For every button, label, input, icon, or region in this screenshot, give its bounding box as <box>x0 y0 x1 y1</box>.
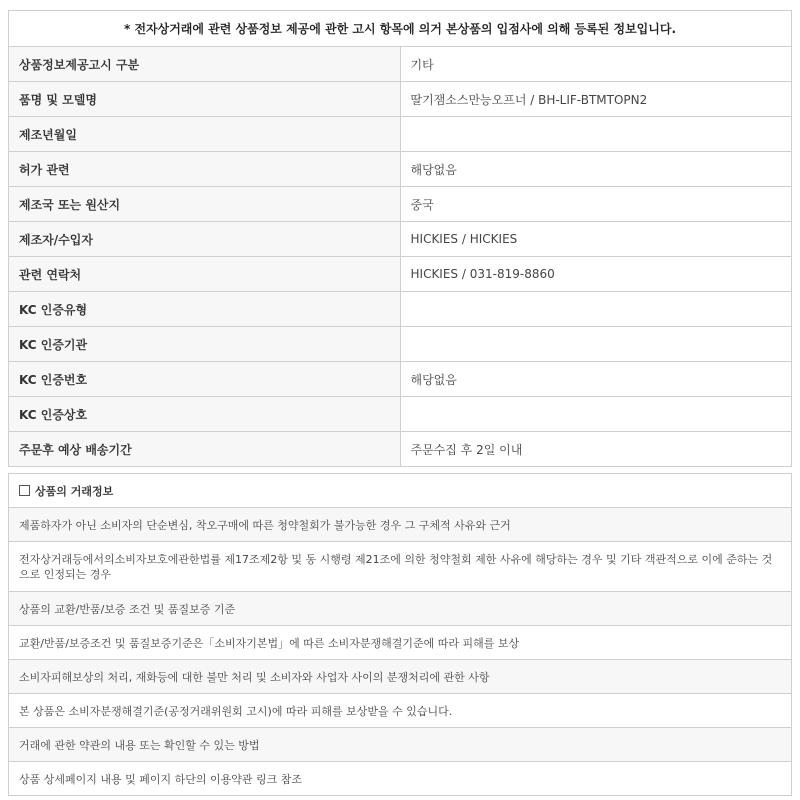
trade-question: 상품의 교환/반품/보증 조건 및 품질보증 기준 <box>9 592 792 626</box>
info-value: HICKIES / 031-819-8860 <box>400 257 792 292</box>
info-row <box>9 292 792 327</box>
trade-question-row <box>9 592 792 626</box>
info-row <box>9 117 792 152</box>
info-row <box>9 222 792 257</box>
info-key: 주문후 예상 배송기간 <box>9 432 401 467</box>
info-row <box>9 47 792 82</box>
info-key: 허가 관련 <box>9 152 401 187</box>
info-value <box>400 397 792 432</box>
notice-text: * 전자상거래에 관련 상품정보 제공에 관한 고시 항목에 의거 본상품의 입점사에 의해 등록된 정보입니다. <box>9 11 792 47</box>
info-key: 제조자/수입자 <box>9 222 401 257</box>
info-row <box>9 187 792 222</box>
trade-answer: 교환/반품/보증조건 및 품질보증기준은「소비자기본법」에 따른 소비자분쟁해결기준에 따라 피해를 보상 <box>9 626 792 660</box>
info-key: KC 인증기관 <box>9 327 401 362</box>
info-value <box>400 117 792 152</box>
info-row <box>9 327 792 362</box>
trade-answer-row <box>9 762 792 796</box>
trade-question-row <box>9 508 792 542</box>
trade-answer: 전자상거래등에서의소비자보호에관한법률 제17조제2항 및 동 시행령 제21조에 의한 청약철회 제한 사유에 해당하는 경우 및 기타 객관적으로 이에 준하는 것으로 인정되는 경우 <box>9 542 792 592</box>
trade-question: 제품하자가 아닌 소비자의 단순변심, 착오구매에 따른 청약철회가 불가능한 경우 그 구체적 사유와 근거 <box>9 508 792 542</box>
trade-info-header <box>9 474 792 508</box>
info-value: HICKIES / HICKIES <box>400 222 792 257</box>
trade-answer-row <box>9 626 792 660</box>
info-row <box>9 257 792 292</box>
trade-question-row <box>9 728 792 762</box>
checkbox-square-icon <box>19 485 30 496</box>
product-info-table <box>8 10 792 467</box>
info-value: 해당없음 <box>400 362 792 397</box>
info-row <box>9 397 792 432</box>
info-key: 상품정보제공고시 구분 <box>9 47 401 82</box>
info-row <box>9 432 792 467</box>
trade-answer: 본 상품은 소비자분쟁해결기준(공정거래위원회 고시)에 따라 피해를 보상받을 수 있습니다. <box>9 694 792 728</box>
info-key: KC 인증상호 <box>9 397 401 432</box>
info-key: 관련 연락처 <box>9 257 401 292</box>
trade-question-row <box>9 660 792 694</box>
info-value: 주문수집 후 2일 이내 <box>400 432 792 467</box>
info-row <box>9 82 792 117</box>
trade-info-table <box>8 473 792 796</box>
info-value: 기타 <box>400 47 792 82</box>
trade-answer-row <box>9 542 792 592</box>
trade-info-title: 상품의 거래정보 <box>35 484 114 498</box>
info-key: KC 인증번호 <box>9 362 401 397</box>
info-value: 중국 <box>400 187 792 222</box>
info-key: 품명 및 모델명 <box>9 82 401 117</box>
trade-question: 소비자피해보상의 처리, 재화등에 대한 불만 처리 및 소비자와 사업자 사이의 분쟁처리에 관한 사항 <box>9 660 792 694</box>
info-value <box>400 292 792 327</box>
info-row <box>9 362 792 397</box>
info-value: 딸기잼소스만능오프너 / BH-LIF-BTMTOPN2 <box>400 82 792 117</box>
info-value <box>400 327 792 362</box>
info-key: KC 인증유형 <box>9 292 401 327</box>
info-key: 제조국 또는 원산지 <box>9 187 401 222</box>
trade-answer: 상품 상세페이지 내용 및 페이지 하단의 이용약관 링크 참조 <box>9 762 792 796</box>
info-value: 해당없음 <box>400 152 792 187</box>
trade-question: 거래에 관한 약관의 내용 또는 확인할 수 있는 방법 <box>9 728 792 762</box>
info-row <box>9 152 792 187</box>
product-info-notice <box>8 10 792 796</box>
info-key: 제조년월일 <box>9 117 401 152</box>
trade-answer-row <box>9 694 792 728</box>
